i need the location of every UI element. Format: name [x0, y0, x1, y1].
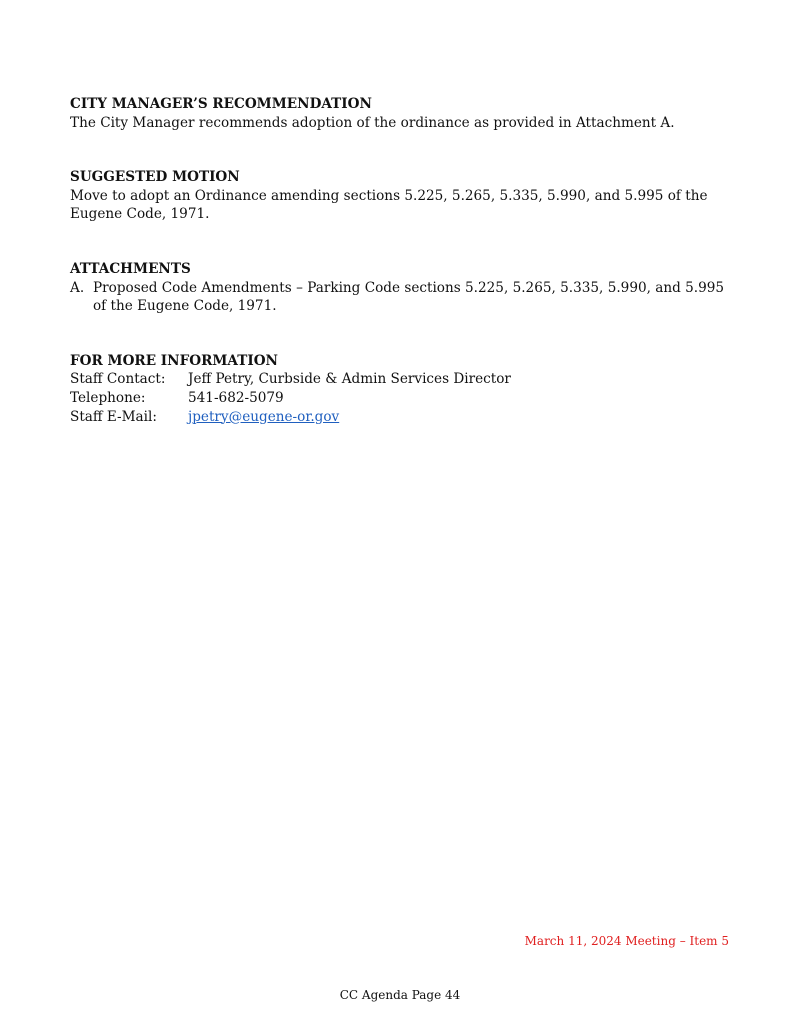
- attachment-item: [70, 279, 730, 316]
- telephone-row: [70, 389, 730, 408]
- page-number: CC Agenda Page 44: [339, 988, 461, 1002]
- more-info-heading: FOR MORE INFORMATION: [70, 352, 278, 369]
- staff-contact-value: Jeff Petry, Curbside & Admin Services Director: [188, 371, 511, 388]
- email-value-cell: [188, 408, 730, 427]
- attachment-text: Proposed Code Amendments – Parking Code sections 5.225, 5.265, 5.335, 5.990, and 5.995 of the Eugene Code, 1971.: [93, 279, 725, 315]
- motion-heading: SUGGESTED MOTION: [70, 169, 240, 186]
- email-row: [70, 408, 730, 427]
- attachments-heading: ATTACHMENTS: [70, 260, 191, 277]
- motion-section: [70, 168, 730, 224]
- telephone-value: 541-682-5079: [188, 389, 284, 406]
- more-info-section: [70, 352, 730, 426]
- recommendation-heading: CITY MANAGER’S RECOMMENDATION: [70, 96, 372, 112]
- page-content: [70, 95, 730, 426]
- staff-contact-label: Staff Contact:: [70, 371, 166, 388]
- recommendation-section: [70, 95, 730, 132]
- attachment-letter: A.: [70, 279, 85, 296]
- motion-text: Move to adopt an Ordinance amending sections 5.225, 5.265, 5.335, 5.990, and 5.995 of the Eugene Code, 1971.: [70, 187, 708, 223]
- recommendation-text: The City Manager recommends adoption of the ordinance as provided in Attachment A.: [70, 114, 675, 131]
- email-link[interactable]: jpetry@eugene-or.gov: [188, 408, 340, 425]
- attachments-section: [70, 260, 730, 316]
- telephone-label: Telephone:: [70, 389, 146, 406]
- email-label: Staff E-Mail:: [70, 408, 157, 425]
- staff-contact-row: [70, 370, 730, 389]
- meeting-footer: March 11, 2024 Meeting – Item 5: [524, 934, 729, 948]
